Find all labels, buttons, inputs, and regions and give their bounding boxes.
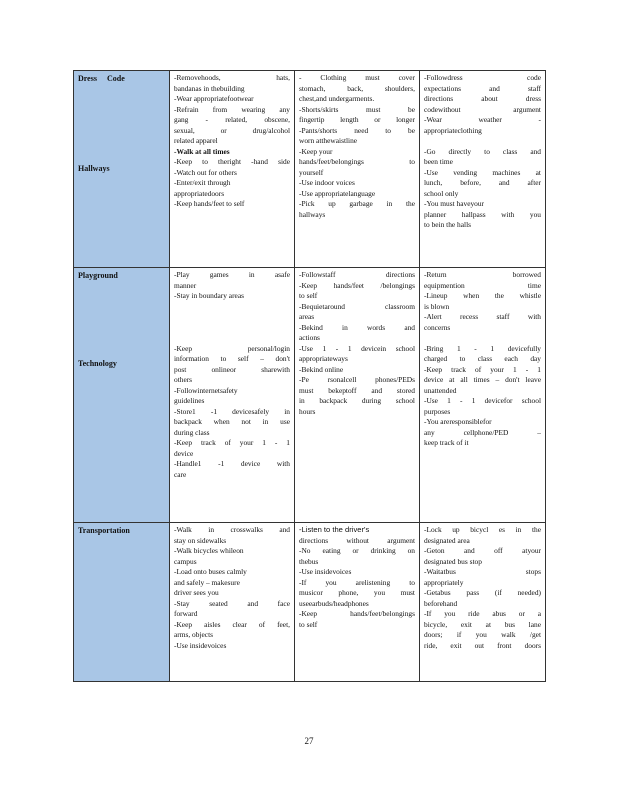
cell-text: expectations and staff xyxy=(424,83,541,93)
category-cell xyxy=(74,268,170,523)
expectation-cell xyxy=(420,523,546,682)
cell-text: -Pick up garbage in the xyxy=(299,199,415,208)
cell-text: doors; if you walk /get xyxy=(424,630,541,639)
cell-text: -Store1 -1 devicesafely in xyxy=(174,406,290,416)
cell-text: -Use indoor voices xyxy=(299,178,355,187)
cell-text: purposes xyxy=(424,406,451,416)
cell-text: chest,and undergarments. xyxy=(299,94,375,103)
cell-text: yourself xyxy=(299,167,324,177)
table-row xyxy=(74,523,546,682)
cell-text: hallways xyxy=(299,209,326,219)
category-label-technology: Technology xyxy=(78,359,117,368)
cell-text: bicycle, exit at bus lane xyxy=(424,619,541,629)
cell-text: -Walk in crosswalks and xyxy=(174,525,290,534)
page-number: 27 xyxy=(304,736,314,746)
cell-text: -Pants/shorts need to be xyxy=(299,125,415,135)
cell-text: -Enter/exit through xyxy=(174,178,231,187)
cell-text: -Followstaff directions xyxy=(299,270,415,279)
expectation-cell xyxy=(170,268,295,523)
cell-text: charged to class each day xyxy=(424,354,541,363)
cell-text: device at all times – don't leave xyxy=(424,375,541,384)
cell-text: must bekeptoff and stored xyxy=(299,385,415,395)
cell-text: -If you ride abus or a xyxy=(424,609,541,618)
cell-text: useearbuds/headphones xyxy=(299,598,369,608)
cell-text: hands/feet/belongings to xyxy=(299,157,415,166)
cell-text: -If you arelistening to xyxy=(299,577,415,587)
cell-text: school only xyxy=(424,188,459,198)
cell-text: -Lineup when the whistle xyxy=(424,291,541,300)
cell-text: -Use vending machines at xyxy=(424,167,541,177)
cell-text: -Followinternetsafety xyxy=(174,385,238,395)
cell-text: -Lock up bicycl es in the xyxy=(424,525,541,534)
cell-text: codewithout argument xyxy=(424,104,541,114)
cell-text: beforehand xyxy=(424,598,458,608)
expectation-cell xyxy=(420,71,546,268)
cell-text: campus xyxy=(174,556,197,566)
category-label-hallways: Hallways xyxy=(78,164,110,173)
cell-text: worn atthewaistline xyxy=(299,136,358,145)
cell-text: to self xyxy=(299,619,318,629)
cell-text: to bein the halls xyxy=(424,220,472,229)
cell-text: -Load onto buses calmly xyxy=(174,567,247,576)
cell-text: -Removehoods, hats, xyxy=(174,73,290,82)
cell-text: -Refrain from wearing any xyxy=(174,104,290,114)
cell-text: -Go directly to class and xyxy=(424,146,541,156)
cell-text: -Return borrowed xyxy=(424,270,541,279)
cell-text: -Geton and off atyour xyxy=(424,546,541,555)
cell-text: been time xyxy=(424,157,453,166)
cell-text: directions without argument xyxy=(299,535,415,545)
cell-text: -Use insidevoices xyxy=(174,640,227,650)
cell-text: -Keep your xyxy=(299,146,333,156)
cell-text: unattended xyxy=(424,385,457,395)
cell-text: appropriatedoors xyxy=(174,188,225,198)
cell-text: -Watch out for others xyxy=(174,167,237,177)
category-label-transportation: Transportation xyxy=(78,526,130,535)
table-row xyxy=(74,71,546,268)
cell-text: driver sees you xyxy=(174,588,219,597)
cell-text: designated area xyxy=(424,535,470,545)
cell-text: backpack when not in use xyxy=(174,417,290,426)
cell-text: related apparel xyxy=(174,136,218,145)
behavior-expectations-table xyxy=(73,70,546,682)
cell-text: -You areresponsiblefor xyxy=(424,417,492,426)
cell-text: -No eating or drinking on xyxy=(299,546,415,555)
cell-text: -Use appropriatelanguage xyxy=(299,188,376,198)
cell-text: -Keep hands/feet to self xyxy=(174,199,245,208)
cell-text: designated bus stop xyxy=(424,556,482,566)
cell-text: -Use 1 - 1 devicein school xyxy=(299,343,415,353)
cell-text: equipmention time xyxy=(424,280,541,290)
cell-text: -Pe rsonalcell phones/PEDs xyxy=(299,375,415,384)
cell-text: -Wear weather - xyxy=(424,115,541,124)
cell-text: -Getabus pass (if needed) xyxy=(424,588,541,597)
cell-text: and safely – makesure xyxy=(174,577,240,587)
cell-text: manner xyxy=(174,280,197,290)
cell-text: in backpack during school xyxy=(299,396,415,405)
category-cell xyxy=(74,523,170,682)
cell-text: appropriately xyxy=(424,577,464,587)
cell-text: concerns xyxy=(424,322,451,332)
category-cell xyxy=(74,71,170,268)
cell-text: -Keep aisles clear of feet, xyxy=(174,619,290,629)
expectation-cell xyxy=(170,71,295,268)
cell-text: -Keep track of your 1 - 1 xyxy=(424,364,541,374)
cell-text: -Bekind online xyxy=(299,364,344,374)
table-row xyxy=(74,268,546,523)
expectation-cell xyxy=(295,71,420,268)
cell-text: stomach, back, shoulders, xyxy=(299,83,415,93)
cell-text: -Stay seated and face xyxy=(174,598,290,608)
cell-text: gang - related, obscene, xyxy=(174,115,290,124)
cell-text: -Keep track of your 1 - 1 xyxy=(174,438,290,447)
cell-text: to self xyxy=(299,291,318,300)
cell-text: -Play games in asafe xyxy=(174,270,290,279)
cell-text: planner hallpass with you xyxy=(424,209,541,219)
cell-text: is blown xyxy=(424,301,450,311)
expectation-cell xyxy=(170,523,295,682)
cell-text: guidelines xyxy=(174,396,205,405)
cell-text: bandanas in thebuilding xyxy=(174,83,245,93)
cell-text: forward xyxy=(174,609,198,618)
cell-text: information to self – don't xyxy=(174,354,290,363)
cell-text: -Keep personal/login xyxy=(174,343,290,353)
category-label-dress-code: Dress Code xyxy=(78,74,125,83)
cell-text: actions xyxy=(299,333,320,342)
cell-text: -Waitatbus stops xyxy=(424,567,541,576)
cell-text: appropriateclothing xyxy=(424,125,482,135)
cell-text: -Listen to the driver's xyxy=(299,525,370,534)
cell-text: device xyxy=(174,448,194,458)
cell-text: -You must haveyour xyxy=(424,199,485,208)
cell-text: fingertip length or longer xyxy=(299,115,415,124)
cell-text: any cellphone/PED – xyxy=(424,427,541,437)
cell-text: - Clothing must cover xyxy=(299,73,415,82)
cell-text: -Use insidevoices xyxy=(299,567,352,576)
cell-text: -Use 1 - 1 devicefor school xyxy=(424,396,541,405)
category-label-playground: Playground xyxy=(78,271,118,280)
cell-text: care xyxy=(174,469,187,479)
cell-text: during class xyxy=(174,427,210,437)
cell-text: directions about dress xyxy=(424,94,541,103)
cell-text: stay on sidewalks xyxy=(174,535,227,545)
expectation-cell xyxy=(295,523,420,682)
cell-text: -Bekind in words and xyxy=(299,322,415,332)
cell-text: -Followdress code xyxy=(424,73,541,82)
cell-text: ride, exit out front doors xyxy=(424,640,541,650)
cell-text: -Wear appropriatefootwear xyxy=(174,94,254,103)
cell-text: -Alert recess staff with xyxy=(424,312,541,321)
cell-text: -Keep hands/feet /belongings xyxy=(299,280,415,290)
cell-text: areas xyxy=(299,312,315,321)
cell-text: sexual, or drug/alcohol xyxy=(174,125,290,135)
expectation-cell xyxy=(295,268,420,523)
cell-text: -Walk at all times xyxy=(174,146,230,156)
cell-text: lunch, before, and after xyxy=(424,178,541,187)
cell-text: thebus xyxy=(299,556,319,566)
cell-text: post onlineor sharewith xyxy=(174,364,290,374)
cell-text: others xyxy=(174,375,193,384)
cell-text: keep track of it xyxy=(424,438,469,447)
cell-text: arms, objects xyxy=(174,630,213,639)
cell-text: -Handle1 -1 device with xyxy=(174,459,290,468)
cell-text: -Bring 1 - 1 devicefully xyxy=(424,343,541,353)
cell-text: -Keep hands/feet/belongings xyxy=(299,609,415,618)
cell-text: -Shorts/skirts must be xyxy=(299,104,415,114)
cell-text: hours xyxy=(299,406,316,416)
cell-text: musicor phone, you must xyxy=(299,588,415,597)
cell-text: -Walk bicycles whileon xyxy=(174,546,244,555)
cell-text: -Stay in boundary areas xyxy=(174,291,244,300)
cell-text: appropriateways xyxy=(299,354,348,363)
cell-text: -Keep to theright -hand side xyxy=(174,157,290,166)
cell-text: -Bequietaround classroom xyxy=(299,301,415,311)
expectation-cell xyxy=(420,268,546,523)
